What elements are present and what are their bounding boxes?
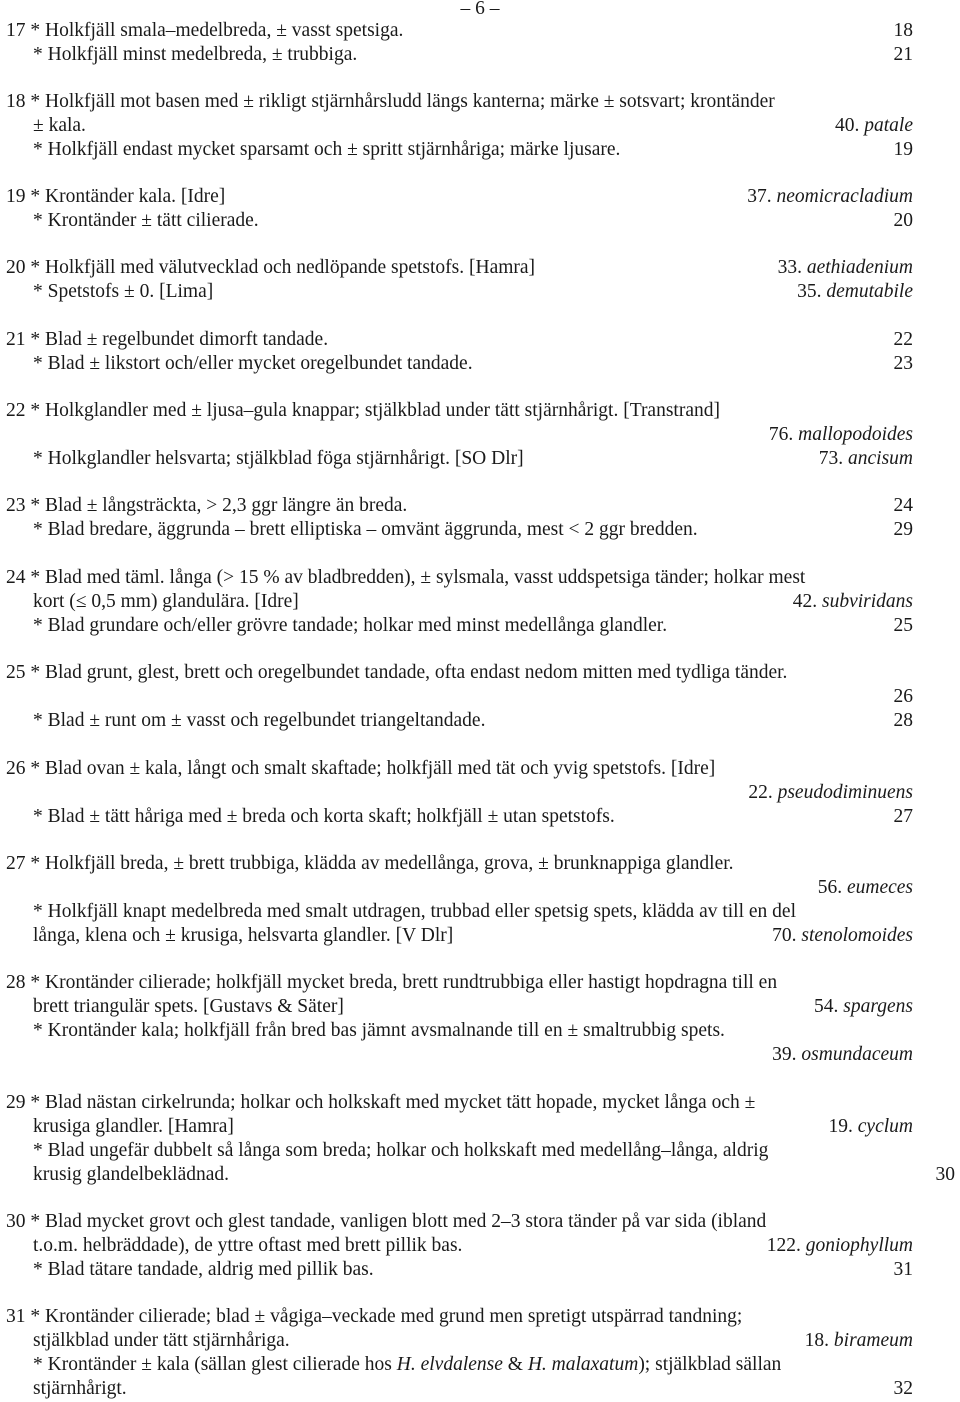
key-line: 23 * Blad ± långsträckta, > 2,3 ggr längre än breda. — [6, 495, 408, 516]
key-line: 26 * Blad ovan ± kala, långt och smalt skaftade; holkfjäll med tät och yvig spetstofs. [Idre] — [6, 758, 716, 779]
taxon-name: 39. osmundaceum — [772, 1044, 913, 1065]
key-ref: 32 — [893, 1378, 913, 1399]
page-number: – 6 – — [460, 0, 500, 19]
key-line: * Krontänder ± kala (sällan glest cilierade hos H. elvdalense & H. malaxatum); stjälkblad sällan — [33, 1354, 782, 1375]
key-line: t.o.m. helbräddade), de yttre oftast med brett pillik bas. — [33, 1235, 463, 1256]
key-line: * Holkfjäll endast mycket sparsamt och ± spritt stjärnhåriga; märke ljusare. — [33, 139, 621, 160]
key-line: * Holkfjäll minst medelbreda, ± trubbiga. — [33, 44, 358, 65]
taxon-name: 18. birameum — [804, 1330, 913, 1351]
key-line: * Krontänder kala; holkfjäll från bred bas jämnt avsmalnande till en ± smaltrubbig spets. — [33, 1020, 725, 1041]
key-ref: 31 — [893, 1259, 913, 1280]
key-line: * Spetstofs ± 0. [Lima] — [33, 281, 214, 302]
taxon-name: 42. subviridans — [792, 591, 913, 612]
taxon-name: 56. eumeces — [817, 877, 913, 898]
key-line: * Blad ± tätt håriga med ± breda och korta skaft; holkfjäll ± utan spetstofs. — [33, 806, 615, 827]
key-line: * Blad tätare tandade, aldrig med pillik bas. — [33, 1259, 374, 1280]
key-line: * Blad bredare, äggrunda – brett elliptiska – omvänt äggrunda, mest < 2 ggr bredden. — [33, 519, 698, 540]
key-line: 20 * Holkfjäll med välutvecklad och nedlöpande spetstofs. [Hamra] — [6, 257, 536, 278]
key-line: ± kala. — [33, 115, 86, 136]
key-line: 18 * Holkfjäll mot basen med ± rikligt stjärnhårsludd längs kanterna; märke ± sotsvart; krontänder — [6, 91, 775, 112]
key-line: * Holkglandler helsvarta; stjälkblad föga stjärnhårigt. [SO Dlr] — [33, 448, 524, 469]
taxon-name: 70. stenolomoides — [772, 925, 913, 946]
key-ref: 18 — [893, 20, 913, 41]
taxon-name: 73. ancisum — [818, 448, 913, 469]
key-line: långa, klena och ± krusiga, helsvarta glandler. [V Dlr] — [33, 925, 454, 946]
key-ref: 27 — [893, 806, 913, 827]
taxon-name: 19. cyclum — [828, 1116, 913, 1137]
key-line: * Blad ± likstort och/eller mycket oregelbundet tandade. — [33, 353, 473, 374]
key-ref: 28 — [893, 710, 913, 731]
key-ref: 30 — [935, 1164, 955, 1185]
key-line: 25 * Blad grunt, glest, brett och oregelbundet tandade, ofta endast nedom mitten med tydliga tänder. — [6, 662, 788, 683]
key-line: 31 * Krontänder cilierade; blad ± vågiga–veckade med grund men spretigt utspärrad tandning; — [6, 1306, 743, 1327]
key-ref: 21 — [893, 44, 913, 65]
taxon-name: 122. goniophyllum — [766, 1235, 913, 1256]
key-ref: 22 — [893, 329, 913, 350]
key-line: * Blad ungefär dubbelt så långa som breda; holkar och holkskaft med medellång–långa, aldrig — [33, 1140, 769, 1161]
key-line: krusiga glandler. [Hamra] — [33, 1116, 234, 1137]
key-line: * Krontänder ± tätt cilierade. — [33, 210, 259, 231]
key-line: krusig glandelbeklädnad. — [33, 1164, 230, 1185]
key-ref: 19 — [893, 139, 913, 160]
key-ref: 29 — [893, 519, 913, 540]
taxon-name: 76. mallopodoides — [768, 424, 913, 445]
taxon-name: 22. pseudodiminuens — [748, 782, 913, 803]
key-ref: 20 — [893, 210, 913, 231]
taxon-name: 37. neomicracladium — [747, 186, 913, 207]
key-line: * Blad grundare och/eller grövre tandade; holkar med minst medellånga glandler. — [33, 615, 668, 636]
key-line: 17 * Holkfjäll smala–medelbreda, ± vasst spetsiga. — [6, 20, 404, 41]
key-line: stjärnhårigt. — [33, 1378, 127, 1399]
key-line: 21 * Blad ± regelbundet dimorft tandade. — [6, 329, 329, 350]
key-line: 22 * Holkglandler med ± ljusa–gula knappar; stjälkblad under tätt stjärnhårigt. [Transtrand] — [6, 400, 720, 421]
key-ref: 23 — [893, 353, 913, 374]
key-line: * Holkfjäll knapt medelbreda med smalt utdragen, trubbad eller spetsig spets, klädda av till en del — [33, 901, 796, 922]
taxon-name: 40. patale — [835, 115, 913, 136]
taxon-name: 35. demutabile — [797, 281, 913, 302]
key-line: 30 * Blad mycket grovt och glest tandade, vanligen blott med 2–3 stora tänder på var sida (ibland — [6, 1211, 767, 1232]
key-line: 24 * Blad med täml. långa (> 15 % av bladbredden), ± sylsmala, vasst uddspetsiga tänder; holkar mest — [6, 567, 806, 588]
key-line: 27 * Holkfjäll breda, ± brett trubbiga, klädda av medellånga, grova, ± brunknappiga glandler. — [6, 853, 734, 874]
key-line: 19 * Krontänder kala. [Idre] — [6, 186, 226, 207]
key-line: 29 * Blad nästan cirkelrunda; holkar och holkskaft med mycket tätt hopade, mycket långa och ± — [6, 1092, 756, 1113]
key-ref: 26 — [893, 686, 913, 707]
taxon-name: 54. spargens — [814, 996, 913, 1017]
key-line: kort (≤ 0,5 mm) glandulära. [Idre] — [33, 591, 299, 612]
key-line: brett triangulär spets. [Gustavs & Säter] — [33, 996, 344, 1017]
key-line: stjälkblad under tätt stjärnhåriga. — [33, 1330, 290, 1351]
key-ref: 24 — [893, 495, 913, 516]
key-line: * Blad ± runt om ± vasst och regelbundet triangeltandade. — [33, 710, 486, 731]
key-ref: 25 — [893, 615, 913, 636]
taxon-name: 33. aethiadenium — [777, 257, 913, 278]
key-line: 28 * Krontänder cilierade; holkfjäll mycket breda, brett rundtrubbiga eller hastigt hopdragna till en — [6, 972, 778, 993]
